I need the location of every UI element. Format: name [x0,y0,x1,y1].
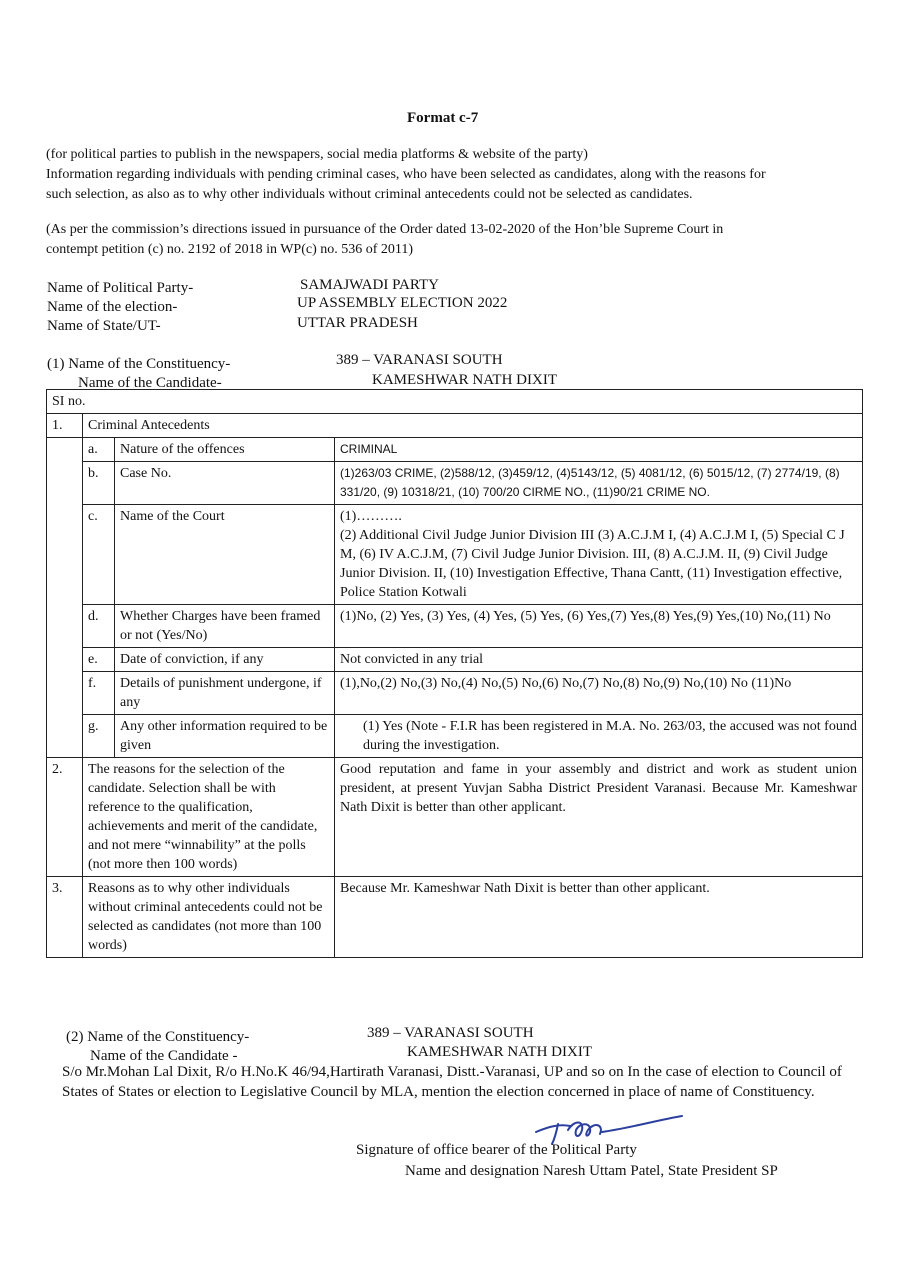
table-row [47,505,863,605]
item-value: (1) Yes (Note - F.I.R has been registered in M.A. No. 263/03, the accused was not found during the investigation. [335,715,863,758]
item-label: Any other information required to be given [115,715,335,758]
election-label: Name of the election- [47,299,178,315]
court-line-1: (1)………. [340,509,402,524]
election-value: UP ASSEMBLY ELECTION 2022 [297,295,508,311]
intro-line-4: (As per the commission’s directions issued in pursuance of the Order dated 13-02-2020 of the Hon’ble Supreme Court in [46,222,724,237]
row-number: 1. [47,414,83,438]
court-details: (2) Additional Civil Judge Junior Division III (3) A.C.J.M I, (4) A.C.J.M I, (5) Special C J M, (6) IV A.C.J.M, (7) Civil Judge Junior Division. III, (8) A.C.J.M. II, (9) Civil Judge Junior Division. II, (10) Investigation Effective, Thana Cantt, (11) Investigation effective, Police Station Kotwali [340,528,845,600]
party-value: SAMAJWADI PARTY [300,277,439,293]
signature-line: Signature of office bearer of the Political Party [356,1142,637,1158]
row-number: 2. [47,758,83,877]
table-row [47,758,863,877]
table-row [47,877,863,958]
item-value: (1)263/03 CRIME, (2)588/12, (3)459/12, (4)5143/12, (5) 4081/12, (6) 5015/12, (7) 2774/19, (8) 331/20, (9) 10318/21, (10) 700/20 CIRME NO., (11)90/21 CRIME NO. [335,462,863,505]
candidate-2-label: Name of the Candidate - [90,1048,238,1064]
item-label: Whether Charges have been framed or not (Yes/No) [115,605,335,648]
table-row [47,414,863,438]
item-label: Date of conviction, if any [115,648,335,672]
constituency-1-value: 389 – VARANASI SOUTH [336,352,503,368]
party-label: Name of Political Party- [47,280,194,296]
intro-line-3: such selection, as also as to why other individuals without criminal antecedents could not be selected as candidates. [46,187,693,202]
candidate-1-value: KAMESHWAR NATH DIXIT [372,372,557,388]
table-row [47,715,863,758]
intro-line-5: contempt petition (c) no. 2192 of 2018 in WP(c) no. 536 of 2011) [46,242,414,257]
row-number: 3. [47,877,83,958]
item-label: Details of punishment undergone, if any [115,672,335,715]
others-reason-label: Reasons as to why other individuals without criminal antecedents could not be selected as candidates (not more than 100 words) [83,877,335,958]
selection-reason-value: Good reputation and fame in your assembly and district and work as student union president, at present Yuvjan Sabha District President Varanasi. Because Mr. Kameshwar Nath Dixit is better than other applicant. [335,758,863,877]
item-value: CRIMINAL [335,438,863,462]
spacer-cell [47,438,83,758]
item-letter: a. [83,438,115,462]
table-row [47,672,863,715]
item-letter: d. [83,605,115,648]
state-label: Name of State/UT- [47,318,161,334]
candidate-1-label: Name of the Candidate- [78,375,222,391]
candidate-2-value: KAMESHWAR NATH DIXIT [407,1044,592,1060]
sl-no-header: SI no. [47,390,863,414]
others-reason-value: Because Mr. Kameshwar Nath Dixit is better than other applicant. [335,877,863,958]
criminal-antecedents-table [46,389,863,958]
constituency-2-value: 389 – VARANASI SOUTH [367,1025,534,1041]
constituency-2-label: (2) Name of the Constituency- [66,1029,250,1045]
constituency-1-label: (1) Name of the Constituency- [47,356,231,372]
item-letter: b. [83,462,115,505]
item-label: Name of the Court [115,505,335,605]
item-value [335,505,863,605]
table-row [47,438,863,462]
item-letter: f. [83,672,115,715]
designation-line: Name and designation Naresh Uttam Patel, State President SP [405,1163,778,1179]
table-row [47,605,863,648]
item-label: Case No. [115,462,335,505]
table-row [47,648,863,672]
item-letter: e. [83,648,115,672]
table-row [47,462,863,505]
item-label: Nature of the offences [115,438,335,462]
item-value: (1),No,(2) No,(3) No,(4) No,(5) No,(6) No,(7) No,(8) No,(9) No,(10) No (11)No [335,672,863,715]
page-title: Format c-7 [407,110,479,126]
item-value: (1)No, (2) Yes, (3) Yes, (4) Yes, (5) Yes, (6) Yes,(7) Yes,(8) Yes,(9) Yes,(10) No,(11) No [335,605,863,648]
item-value: Not convicted in any trial [335,648,863,672]
selection-reason-label: The reasons for the selection of the candidate. Selection shall be with reference to the qualification, achievements and merit of the candidate, and not mere “winnability” at the polls (not more then 100 words) [83,758,335,877]
table-header-row [47,390,863,414]
intro-line-1: (for political parties to publish in the newspapers, social media platforms & website of the party) [46,147,588,162]
intro-line-2: Information regarding individuals with pending criminal cases, who have been selected as candidates, along with the reasons for [46,167,766,182]
address-paragraph: S/o Mr.Mohan Lal Dixit, R/o H.No.K 46/94,Hartirath Varanasi, Distt.-Varanasi, UP and so on In the case of election to Council of States of States or election to Legislative Council by MLA, mention the election concerned in place of name of Constituency. [62,1064,842,1100]
item-letter: g. [83,715,115,758]
item-letter: c. [83,505,115,605]
state-value: UTTAR PRADESH [297,315,418,331]
section-title: Criminal Antecedents [83,414,863,438]
